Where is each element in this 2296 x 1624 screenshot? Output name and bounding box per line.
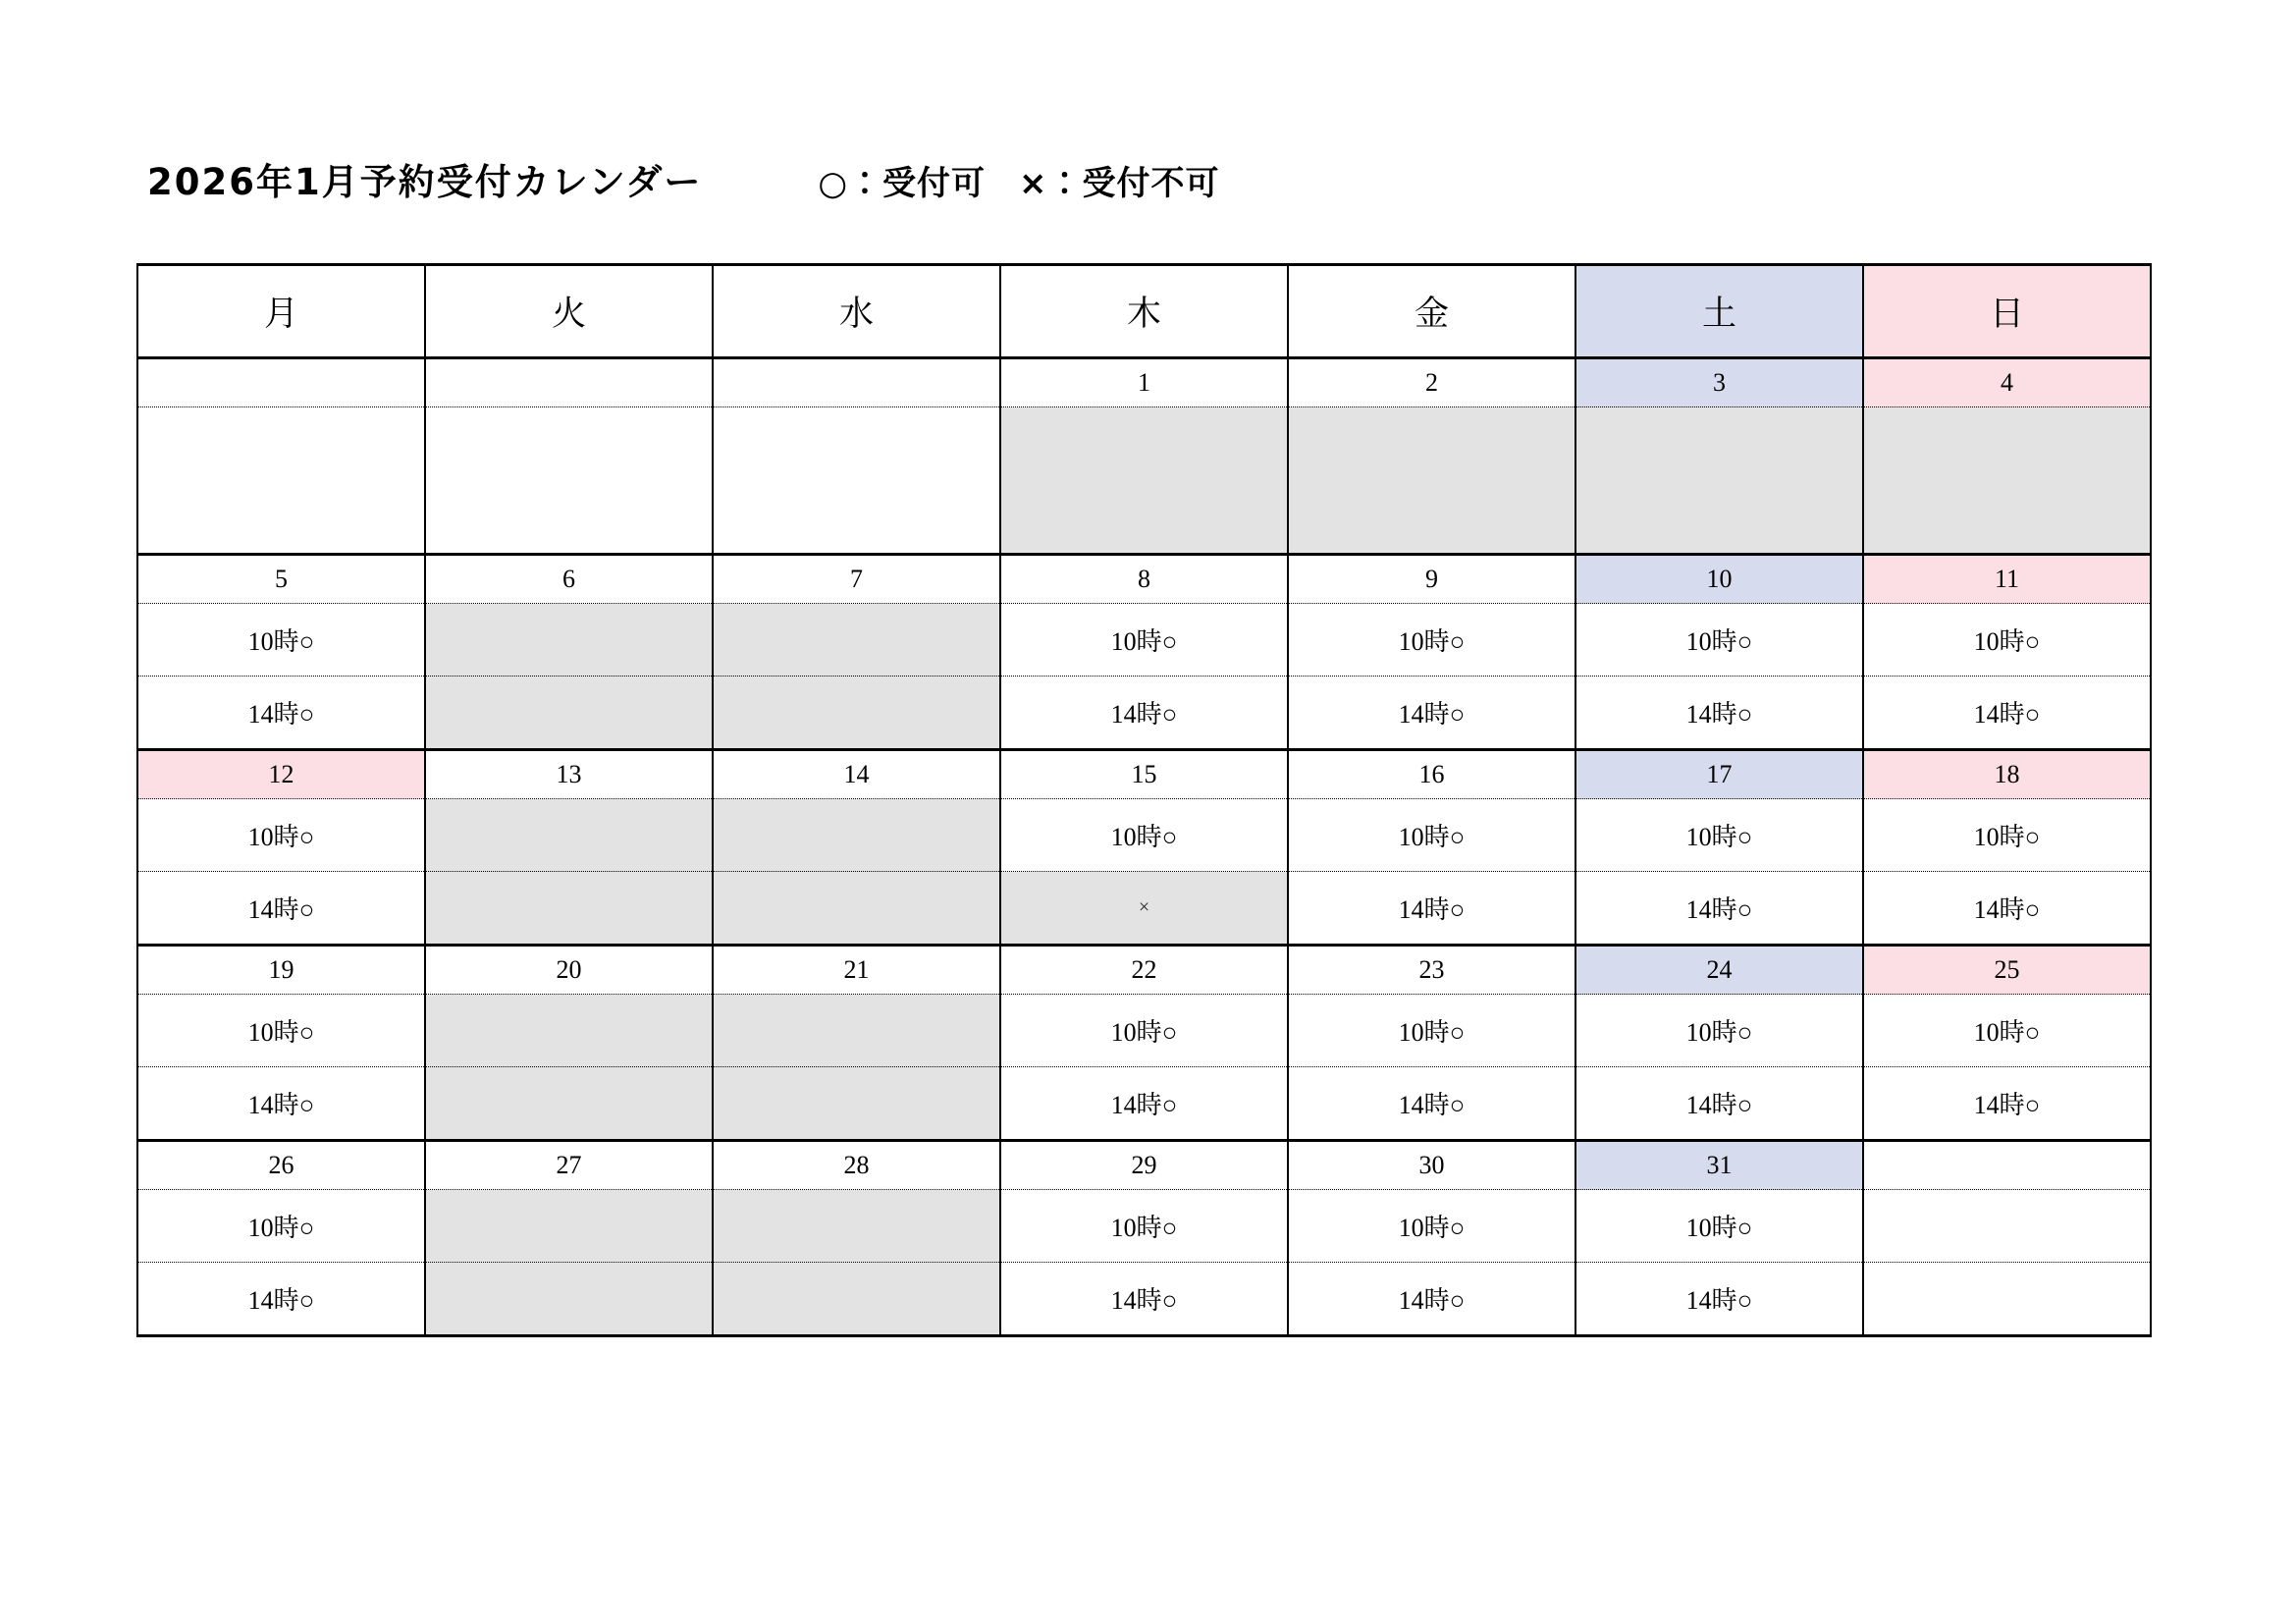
slot-cell-empty [1863, 1263, 2151, 1336]
weekday-header-tue: 火 [425, 265, 713, 358]
slot-label: 14時○ [1685, 1091, 1753, 1119]
slot-cell-closed [425, 1067, 713, 1141]
date-cell [1863, 1141, 2151, 1190]
date-cell: 11 [1863, 555, 2151, 604]
slot-cell[interactable] [1575, 604, 1863, 677]
slot-cell-empty [713, 407, 1000, 555]
slot-cell-empty [137, 407, 425, 555]
slot-cell[interactable] [137, 872, 425, 946]
reservation-calendar-table [136, 263, 2152, 1337]
date-cell: 16 [1288, 750, 1575, 799]
slot-label: 10時○ [1110, 627, 1178, 656]
slot-cell[interactable] [1863, 677, 2151, 750]
slot-label: 14時○ [1110, 1091, 1178, 1119]
week-2-date-row [137, 555, 2151, 604]
slot-cell[interactable] [1288, 1067, 1575, 1141]
date-cell: 28 [713, 1141, 1000, 1190]
slot-cell-closed [425, 1190, 713, 1263]
date-cell: 29 [1000, 1141, 1288, 1190]
slot-cell[interactable] [1575, 677, 1863, 750]
slot-cell[interactable] [1288, 677, 1575, 750]
date-cell: 19 [137, 946, 425, 995]
date-cell: 15 [1000, 750, 1288, 799]
slot-cell-closed [425, 1263, 713, 1336]
date-cell: 2 [1288, 358, 1575, 407]
slot-label: 10時○ [1110, 1214, 1178, 1242]
slot-cell-empty [1863, 1190, 2151, 1263]
slot-cell[interactable] [1288, 604, 1575, 677]
slot-label: 10時○ [247, 823, 315, 851]
slot-label: 10時○ [247, 1018, 315, 1047]
date-cell: 24 [1575, 946, 1863, 995]
slot-label: 10時○ [1685, 1214, 1753, 1242]
slot-cell[interactable] [137, 1263, 425, 1336]
slot-label: 10時○ [1685, 627, 1753, 656]
slot-label: 10時○ [1973, 627, 2041, 656]
week-1-date-row [137, 358, 2151, 407]
date-cell: 7 [713, 555, 1000, 604]
slot-cell[interactable] [1863, 1067, 2151, 1141]
slot-cell-closed [713, 799, 1000, 872]
slot-label: 14時○ [1110, 1286, 1178, 1315]
date-cell: 23 [1288, 946, 1575, 995]
slot-label: 14時○ [1685, 895, 1753, 924]
slot-label: 10時○ [247, 1214, 315, 1242]
date-cell: 10 [1575, 555, 1863, 604]
date-cell: 14 [713, 750, 1000, 799]
date-cell: 9 [1288, 555, 1575, 604]
slot-cell[interactable] [1575, 1263, 1863, 1336]
date-cell: 20 [425, 946, 713, 995]
slot-cell-closed [713, 995, 1000, 1067]
date-cell: 12 [137, 750, 425, 799]
date-cell: 17 [1575, 750, 1863, 799]
slot-cell[interactable] [1288, 995, 1575, 1067]
date-cell: 1 [1000, 358, 1288, 407]
slot-cell[interactable] [1000, 1067, 1288, 1141]
week-5-date-row [137, 1141, 2151, 1190]
date-cell [425, 358, 713, 407]
slot-cell-unavailable [1000, 872, 1288, 946]
date-cell: 21 [713, 946, 1000, 995]
weekday-header-sat: 土 [1575, 265, 1863, 358]
slot-cell[interactable] [1288, 872, 1575, 946]
title-row [147, 152, 1220, 205]
slot-label: 10時○ [1973, 823, 2041, 851]
slot-label: 14時○ [1398, 700, 1466, 729]
slot-label: 14時○ [1398, 1091, 1466, 1119]
slot-label: 10時○ [1398, 1018, 1466, 1047]
slot-label: 10時○ [1398, 1214, 1466, 1242]
slot-cell[interactable] [137, 1190, 425, 1263]
week-5-afternoon-row [137, 1263, 2151, 1336]
slot-cell-closed [713, 677, 1000, 750]
slot-label: 10時○ [1685, 823, 1753, 851]
slot-label: 14時○ [1398, 1286, 1466, 1315]
slot-label: 14時○ [1685, 700, 1753, 729]
slot-label: 10時○ [1110, 1018, 1178, 1047]
slot-label: 14時○ [1685, 1286, 1753, 1315]
slot-cell-closed [425, 872, 713, 946]
slot-label: 10時○ [1685, 1018, 1753, 1047]
date-cell: 27 [425, 1141, 713, 1190]
weekday-header-mon: 月 [137, 265, 425, 358]
week-4-date-row [137, 946, 2151, 995]
slot-cell[interactable] [1575, 872, 1863, 946]
slot-cell-closed [425, 995, 713, 1067]
slot-cell[interactable] [1575, 1190, 1863, 1263]
slot-cell[interactable] [1000, 1263, 1288, 1336]
slot-cell[interactable] [137, 799, 425, 872]
slot-cell[interactable] [1863, 995, 2151, 1067]
weekday-header-row [137, 265, 2151, 358]
slot-cell-closed [425, 677, 713, 750]
slot-cell[interactable] [1575, 995, 1863, 1067]
slot-cell-closed [713, 1190, 1000, 1263]
slot-label: 10時○ [247, 627, 315, 656]
weekday-header-thu: 木 [1000, 265, 1288, 358]
slot-label: 10時○ [1110, 823, 1178, 851]
slot-label: 14時○ [247, 700, 315, 729]
slot-cell[interactable] [1000, 995, 1288, 1067]
slot-label: 14時○ [1398, 895, 1466, 924]
slot-cell-closed [713, 604, 1000, 677]
date-cell: 6 [425, 555, 713, 604]
legend [818, 156, 1219, 204]
slot-label: 10時○ [1398, 627, 1466, 656]
slot-cell-closed [1000, 407, 1288, 555]
slot-cell-closed [1288, 407, 1575, 555]
page-title: 2026年1月予約受付カレンダー [147, 161, 703, 203]
date-cell: 26 [137, 1141, 425, 1190]
slot-cell[interactable] [1575, 799, 1863, 872]
slot-label: × [1138, 896, 1150, 918]
slot-cell-closed [425, 799, 713, 872]
slot-cell[interactable] [1863, 872, 2151, 946]
date-cell: 8 [1000, 555, 1288, 604]
slot-cell[interactable] [1863, 604, 2151, 677]
date-cell: 13 [425, 750, 713, 799]
week-5-morning-row [137, 1190, 2151, 1263]
slot-cell-empty [425, 407, 713, 555]
slot-cell[interactable] [1000, 604, 1288, 677]
weekday-header-sun: 日 [1863, 265, 2151, 358]
slot-cell-closed [713, 1263, 1000, 1336]
weekday-header-fri: 金 [1288, 265, 1575, 358]
slot-cell[interactable] [137, 1067, 425, 1141]
week-3-date-row [137, 750, 2151, 799]
slot-label: 14時○ [1973, 895, 2041, 924]
slot-cell[interactable] [137, 604, 425, 677]
slot-label: 14時○ [247, 1091, 315, 1119]
slot-cell[interactable] [1863, 799, 2151, 872]
slot-cell[interactable] [137, 995, 425, 1067]
week-3-afternoon-row [137, 872, 2151, 946]
slot-cell-closed [1863, 407, 2151, 555]
slot-label: 14時○ [247, 895, 315, 924]
slot-cell-closed [425, 604, 713, 677]
date-cell: 25 [1863, 946, 2151, 995]
week-4-afternoon-row [137, 1067, 2151, 1141]
slot-cell[interactable] [1000, 1190, 1288, 1263]
slot-cell-closed [1575, 407, 1863, 555]
week-1-slot-block [137, 407, 2151, 555]
slot-label: 14時○ [1110, 700, 1178, 729]
slot-label: 14時○ [1973, 1091, 2041, 1119]
date-cell: 5 [137, 555, 425, 604]
week-3-morning-row [137, 799, 2151, 872]
week-4-morning-row [137, 995, 2151, 1067]
weekday-header-wed: 水 [713, 265, 1000, 358]
week-2-afternoon-row [137, 677, 2151, 750]
date-cell [137, 358, 425, 407]
date-cell [713, 358, 1000, 407]
date-cell: 22 [1000, 946, 1288, 995]
slot-cell[interactable] [1288, 1263, 1575, 1336]
date-cell: 3 [1575, 358, 1863, 407]
slot-cell[interactable] [1288, 1190, 1575, 1263]
slot-label: 10時○ [1973, 1018, 2041, 1047]
slot-cell-closed [713, 872, 1000, 946]
slot-label: 14時○ [247, 1286, 315, 1315]
date-cell: 31 [1575, 1141, 1863, 1190]
slot-cell-closed [713, 1067, 1000, 1141]
slot-cell[interactable] [137, 677, 425, 750]
legend-available: ○：受付可 [818, 164, 986, 203]
slot-label: 14時○ [1973, 700, 2041, 729]
legend-unavailable: ×：受付不可 [1019, 164, 1220, 203]
date-cell: 4 [1863, 358, 2151, 407]
week-2-morning-row [137, 604, 2151, 677]
slot-cell[interactable] [1000, 799, 1288, 872]
date-cell: 30 [1288, 1141, 1575, 1190]
slot-cell[interactable] [1288, 799, 1575, 872]
slot-label: 10時○ [1398, 823, 1466, 851]
slot-cell[interactable] [1000, 677, 1288, 750]
date-cell: 18 [1863, 750, 2151, 799]
slot-cell[interactable] [1575, 1067, 1863, 1141]
